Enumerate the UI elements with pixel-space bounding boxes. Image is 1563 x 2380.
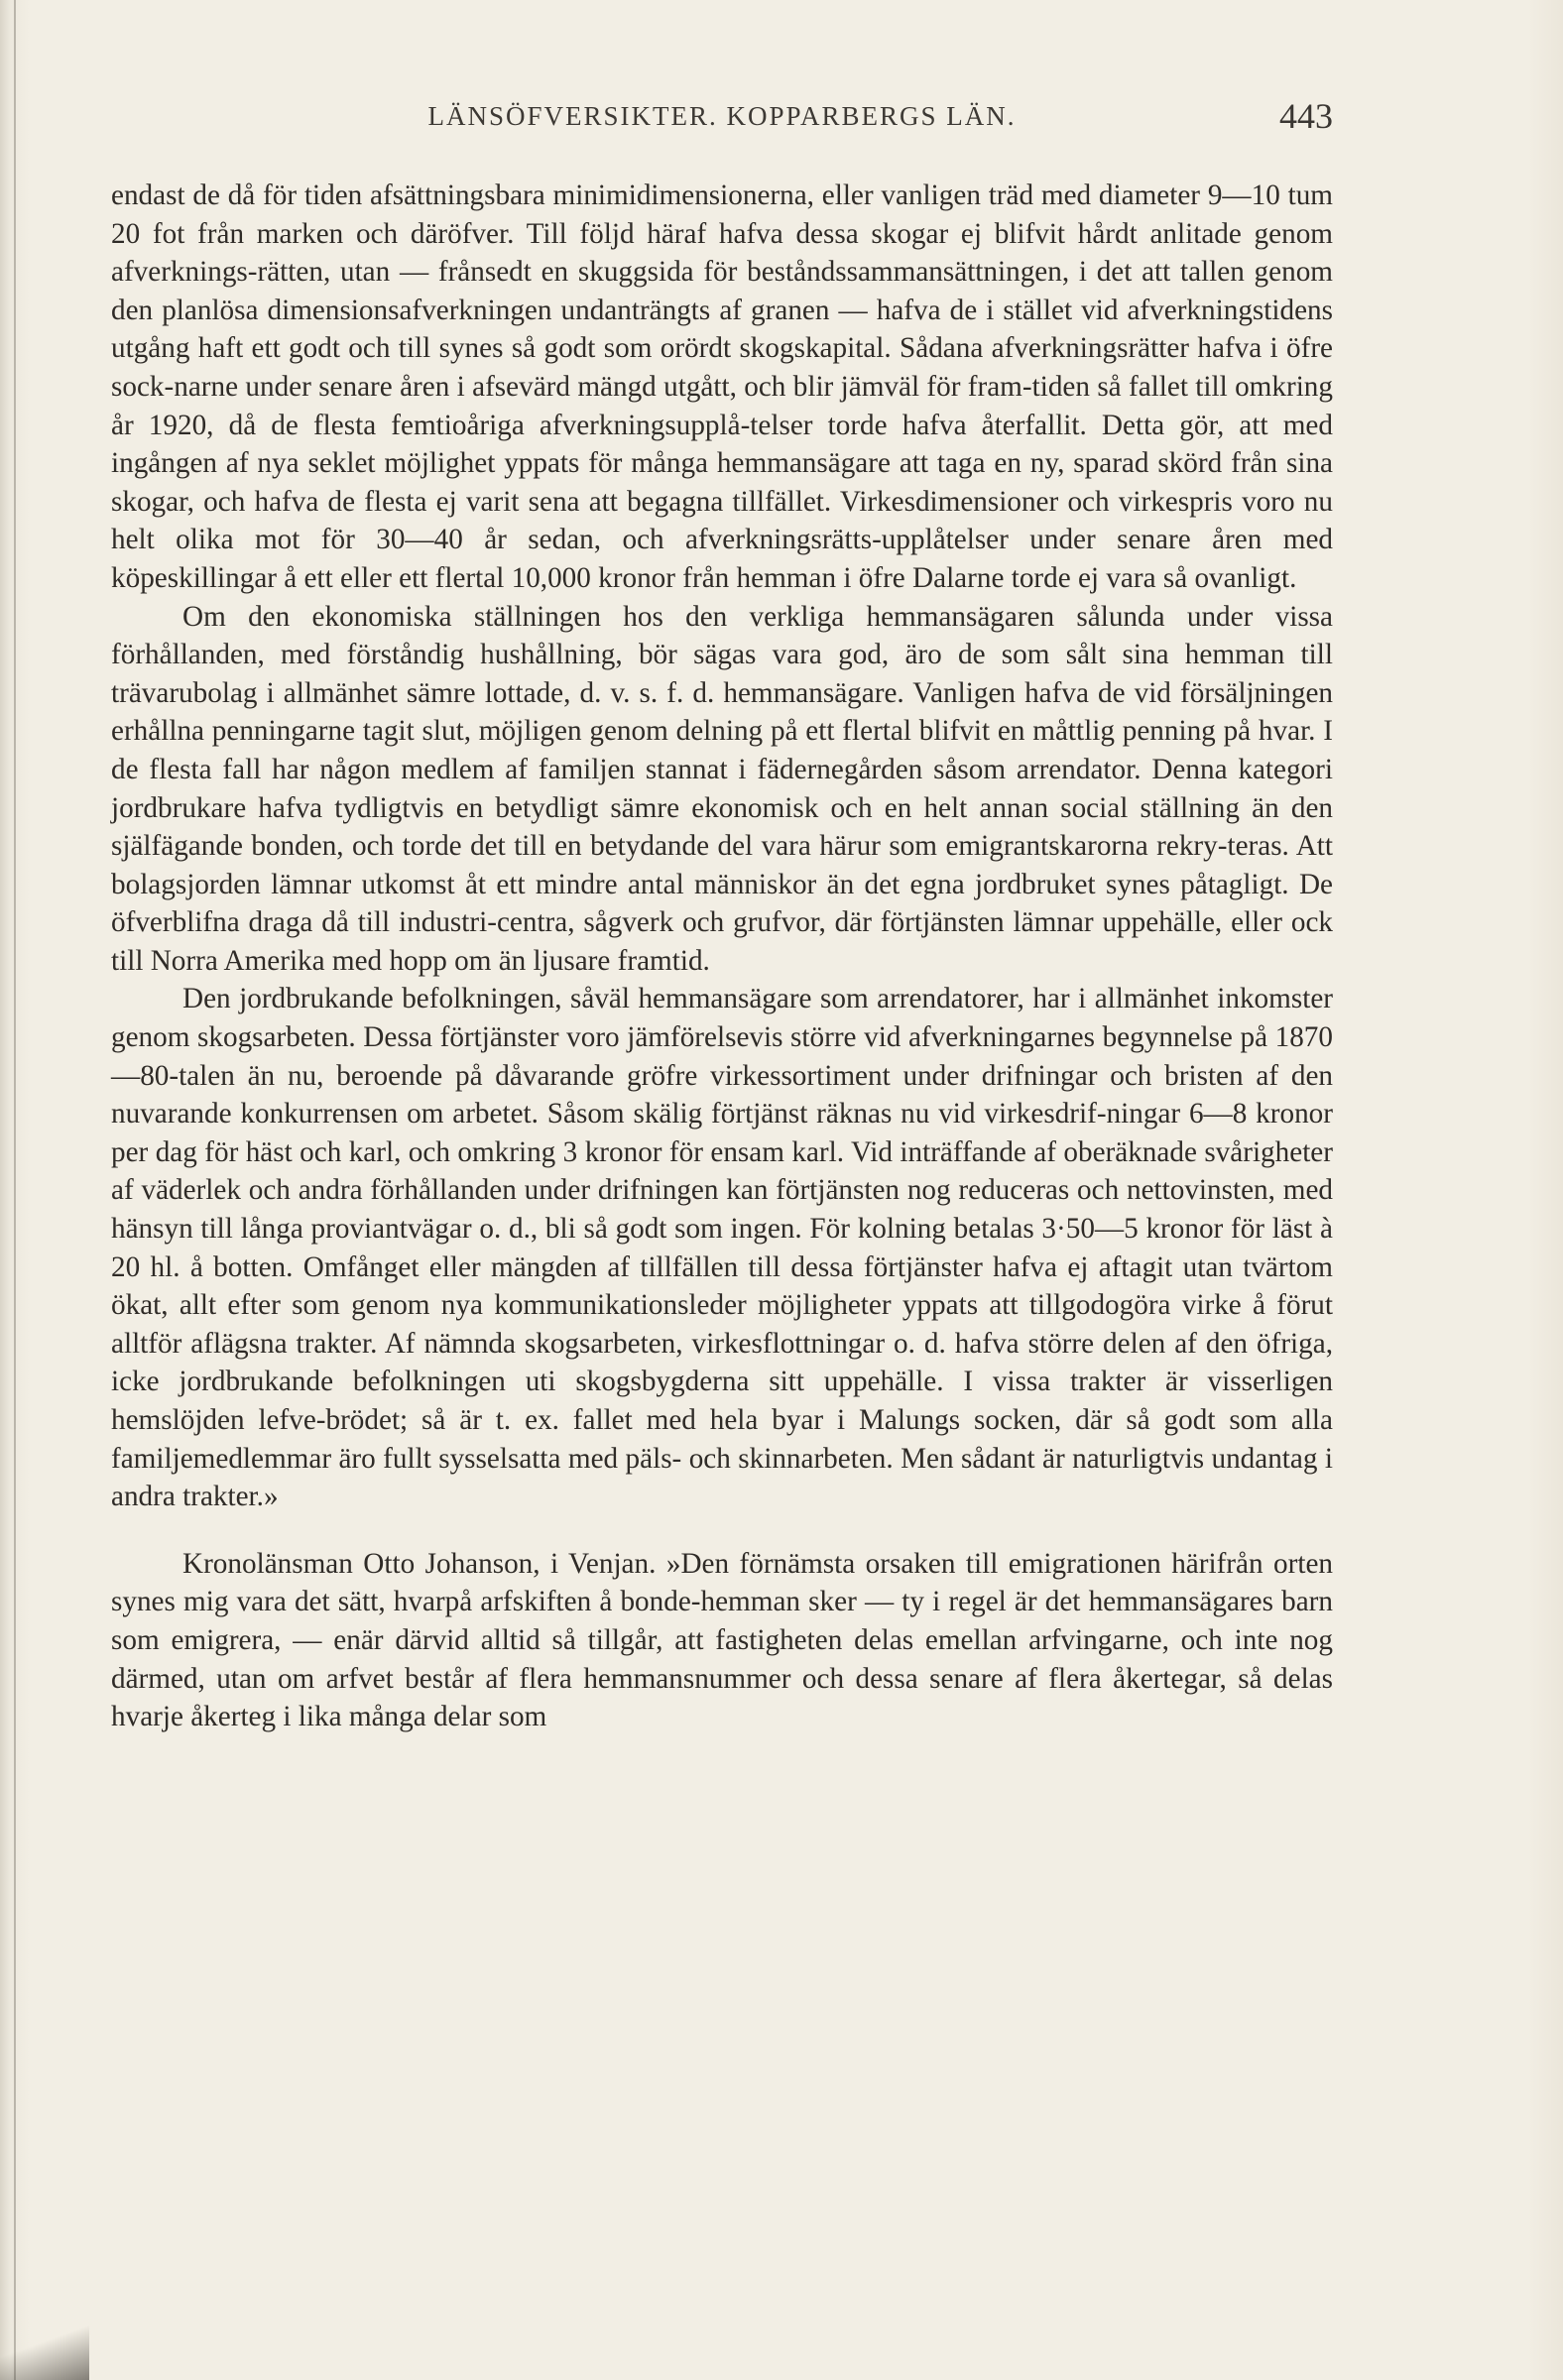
body-text [111,177,1333,1736]
running-title: LÄNSÖFVERSIKTER. KOPPARBERGS LÄN. [427,101,1017,131]
paragraph: Om den ekonomiska ställningen hos den verkliga hemmansägaren sålunda under vissa förhållanden, med förståndig hushållning, bör sägas vara god, äro de som sålt sina hemman till trävarubolag i allmänhet sämre lottade, d. v. s. f. d. hemmansägare. Vanligen hafva de vid försäljningen erhållna penningarne tagit slut, möjligen genom delning på ett flertal blifvit en måttlig penning på hvar. I de flesta fall har någon medlem af familjen stannat i fädernegården såsom arrendator. Denna kategori jordbrukare hafva tydligtvis en betydligt sämre ekonomisk och en helt annan social ställning än den själfägande bonden, och torde det till en betydande del vara härur som emigrantskarorna rekry-teras. Att bolagsjorden lämnar utkomst åt ett mindre antal människor än det egna jordbruket synes påtagligt. De öfverblifna draga då till industri-centra, sågverk och grufvor, där förtjänsten lämnar uppehälle, eller ock till Norra Amerika med hopp om än ljusare framtid. [111,600,1333,977]
binding-edge [14,0,16,2380]
page-corner-shadow [0,2320,89,2380]
page-header [111,96,1333,151]
paragraph: Den jordbrukande befolkningen, såväl hemmansägare som arrendatorer, har i allmänhet inkomster genom skogsarbeten. Dessa förtjänster voro jämförelsevis större vid afverkningarnes begynnelse på 1870—80-talen än nu, beroende på dåvarande gröfre virkessortiment under drifningar och bristen af den nuvarande konkurrensen om arbetet. Såsom skälig förtjänst räknas nu vid virkesdrif-ningar 6—8 kronor per dag för häst och karl, och omkring 3 kronor för ensam karl. Vid inträffande af oberäknade svårigheter af väderlek och andra förhållanden under drifningen kan förtjänsten nog reduceras och nettovinsten, med hänsyn till långa proviantvägar o. d., bli så godt som ingen. För kolning betalas 3·50—5 kronor för läst à 20 hl. å botten. Omfånget eller mängden af tillfällen till dessa förtjänster hafva ej aftagit utan tvärtom ökat, allt efter som genom nya kommunikationsleder möjligheter yppats att tillgodogöra virke å förut alltför aflägsna trakter. Af nämnda skogsarbeten, virkesflottningar o. d. hafva större delen af den öfriga, icke jordbrukande befolkningen uti skogsbygderna sitt uppehälle. I vissa trakter är visserligen hemslöjden lefve-brödet; så är t. ex. fallet med hela byar i Malungs socken, där så godt som alla familjemedlemmar äro fullt sysselsatta med päls- och skinnarbeten. Men sådant är naturligtvis undantag i andra trakter.» [111,983,1333,1513]
paragraph: Kronolänsman Otto Johanson, i Venjan. »Den förnämsta orsaken till emigrationen härifrån orten synes mig vara det sätt, hvarpå arfskiften å bonde-hemman sker — ty i regel är det hemmansägares barn som emigrera, — enär därvid alltid så tillgår, att fastigheten delas emellan arfvingarne, och inte nog därmed, utan om arfvet består af flera hemmansnummer och dessa senare af flera åkertegar, så delas hvarje åkerteg i lika många delar som [111,1547,1333,1733]
paragraph: endast de då för tiden afsättningsbara minimidimensionerna, eller vanligen träd med diameter 9—10 tum 20 fot från marken och däröfver. Till följd häraf hafva dessa skogar ej blifvit hårdt anlitade genom afverknings-rätten, utan — frånsedt en skuggsida för beståndssammansättningen, i det att tallen genom den planlösa dimensionsafverkningen undanträngts af granen — hafva de i stället vid afverkningstidens utgång haft ett godt och till synes så godt som orördt skogskapital. Sådana afverkningsrätter hafva i öfre sock-narne under senare åren i afsevärd mängd utgått, och blir jämväl för fram-tiden så fallet till omkring år 1920, då de flesta femtioåriga afverkningsupplå-telser torde hafva återfallit. Detta gör, att med ingången af nya seklet möjlighet yppats för många hemmansägare att taga en ny, sparad skörd från sina skogar, och hafva de flesta ej varit sena att begagna tillfället. Virkesdimensioner och virkespris voro nu helt olika mot för 30—40 år sedan, och afverkningsrätts-upplåtelser under senare åren med köpeskillingar å ett eller ett flertal 10,000 kronor från hemman i öfre Dalarne torde ej vara så ovanligt. [111,179,1333,594]
page-number: 443 [1279,96,1333,136]
